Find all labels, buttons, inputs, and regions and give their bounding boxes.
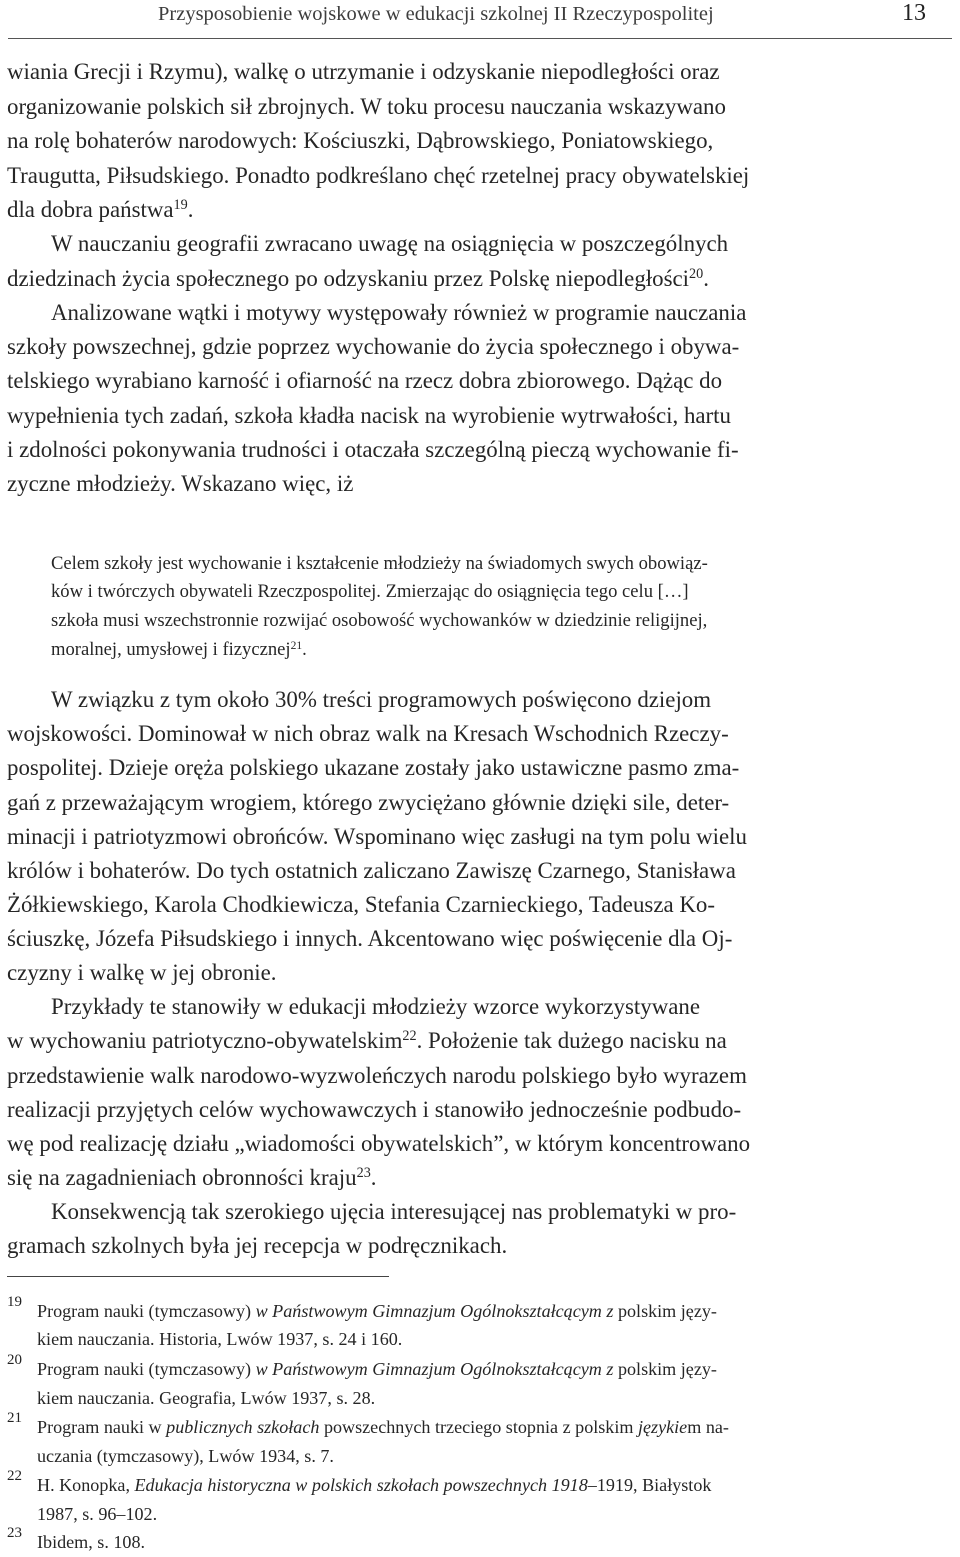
- quote-line: szkoła musi wszechstronnie rozwijać osobowość wychowanków w dziedzinie religijnej,: [51, 610, 708, 631]
- footnote-number: 22: [7, 1468, 22, 1484]
- body-line: czyzny i walkę w jej obronie.: [7, 960, 277, 985]
- body-line: się na zagadnieniach obronności kraju$^{23}$.: [7, 1165, 377, 1190]
- footnote-number: 20: [7, 1352, 22, 1368]
- body-line: Żółkiewskiego, Karola Chodkiewicza, Stefania Czarnieckiego, Tadeusza Ko-: [7, 892, 715, 917]
- footnote-ref[interactable]: 23: [356, 1165, 371, 1182]
- body-line: wiania Grecji i Rzymu), walkę o utrzymanie i odzyskanie niepodległości oraz: [7, 59, 720, 84]
- body-line: minacji i patriotyzmowi obrońców. Wspominano więc zasługi na tym polu wielu: [7, 824, 747, 849]
- footnote-number: 23: [7, 1525, 22, 1541]
- footnote-line: kiem nauczania. Geografia, Lwów 1937, s. 28.: [37, 1388, 376, 1408]
- body-line: Konsekwencją tak szerokiego ujęcia interesującej nas problematyki w pro-: [51, 1199, 737, 1224]
- body-line: i zdolności pokonywania trudności i otaczała szczególną pieczą wychowanie fi-: [7, 437, 739, 462]
- body-line: wypełnienia tych zadań, szkoła kładła nacisk na wyrobienie wytrwałości, hartu: [7, 403, 731, 428]
- body-line: dla dobra państwa$^{19}$.: [7, 197, 194, 222]
- footnote-line: 1987, s. 96–102.: [37, 1504, 158, 1524]
- footnote-line: Program nauki w publicznych szkołach powszechnych trzeciego stopnia z polskim językiem na-: [37, 1417, 729, 1437]
- running-header: [8, 0, 952, 39]
- footnote-line: Program nauki (tymczasowy) w Państwowym Gimnazjum Ogólnokształcącym z polskim języ-: [37, 1359, 717, 1379]
- body-line: Przykłady te stanowiły w edukacji młodzieży wzorce wykorzystywane: [51, 994, 700, 1019]
- body-line: gramach szkolnych była jej recepcja w podręcznikach.: [7, 1233, 508, 1258]
- body-line: na rolę bohaterów narodowych: Kościuszki, Dąbrowskiego, Poniatowskiego,: [7, 128, 714, 153]
- body-line: wę pod realizację działu „wiadomości obywatelskich”, w którym koncentrowano: [7, 1131, 751, 1156]
- body-line: W związku z tym około 30% treści programowych poświęcono dziejom: [51, 687, 712, 712]
- footnote-separator: [7, 1276, 389, 1277]
- footnote-line: kiem nauczania. Historia, Lwów 1937, s. 24 i 160.: [37, 1329, 403, 1349]
- body-line: Analizowane wątki i motywy występowały również w programie nauczania: [51, 300, 747, 325]
- footnote-line: uczania (tymczasowy), Lwów 1934, s. 7.: [37, 1446, 334, 1466]
- body-line: realizacji przyjętych celów wychowawczych i stanowiło jednocześnie podbudo-: [7, 1097, 742, 1122]
- footnote-line: Program nauki (tymczasowy) w Państwowym Gimnazjum Ogólnokształcącym z polskim języ-: [37, 1301, 717, 1321]
- footnote-ref[interactable]: 22: [402, 1028, 417, 1045]
- footnote-ref[interactable]: 19: [173, 197, 188, 214]
- body-line: ściuszkę, Józefa Piłsudskiego i innych. Akcentowano więc poświęcenie dla Oj-: [7, 926, 733, 951]
- body-line: dziedzinach życia społecznego po odzyskaniu przez Polskę niepodległości$^{20}$.: [7, 266, 709, 291]
- quote-line: ków i twórczych obywateli Rzeczpospolitej. Zmierzając do osiągnięcia tego celu […]: [51, 581, 689, 602]
- quote-line: Celem szkoły jest wychowanie i kształcenie młodzieży na świadomych swych obowiąz-: [51, 553, 708, 574]
- footnote-line: H. Konopka, Edukacja historyczna w polskich szkołach powszechnych 1918–1919, Białystok: [37, 1475, 712, 1495]
- body-line: królów i bohaterów. Do tych ostatnich zaliczano Zawiszę Czarnego, Stanisława: [7, 858, 736, 883]
- body-line: telskiego wyrabiano karność i ofiarność na rzecz dobra zbiorowego. Dążąc do: [7, 368, 723, 393]
- footnote-line: Ibidem, s. 108.: [37, 1532, 146, 1552]
- body-line: w wychowaniu patriotyczno-obywatelskim$^{22}$. Położenie tak dużego nacisku na: [7, 1028, 727, 1053]
- body-line: przedstawienie walk narodowo-wyzwoleńczych narodu polskiego było wyrazem: [7, 1063, 747, 1088]
- quote-line: moralnej, umysłowej i fizycznej$^{21}$.: [51, 639, 307, 660]
- body-line: organizowanie polskich sił zbrojnych. W toku procesu nauczania wskazywano: [7, 94, 726, 119]
- footnote-ref[interactable]: 21: [290, 639, 303, 652]
- page-number: 13: [902, 0, 926, 26]
- footnote-number: 21: [7, 1410, 22, 1426]
- body-line: gań z przeważającym wrogiem, którego zwyciężano głównie dzięki sile, deter-: [7, 790, 730, 815]
- body-line: Traugutta, Piłsudskiego. Ponadto podkreślano chęć rzetelnej pracy obywatelskiej: [7, 163, 750, 188]
- body-line: zyczne młodzieży. Wskazano więc, iż: [7, 471, 354, 496]
- body-line: W nauczaniu geografii zwracano uwagę na osiągnięcia w poszczególnych: [51, 231, 729, 256]
- footnote-ref[interactable]: 20: [689, 266, 704, 283]
- footnote-number: 19: [7, 1294, 22, 1310]
- running-title: Przysposobienie wojskowe w edukacji szkolnej II Rzeczypospolitej: [158, 3, 714, 25]
- body-line: pospolitej. Dzieje oręża polskiego ukazane zostały jako ustawiczne pasmo zma-: [7, 755, 740, 780]
- body-line: wojskowości. Dominował w nich obraz walk na Kresach Wschodnich Rzeczy-: [7, 721, 729, 746]
- body-line: szkoły powszechnej, gdzie poprzez wychowanie do życia społecznego i obywa-: [7, 334, 740, 359]
